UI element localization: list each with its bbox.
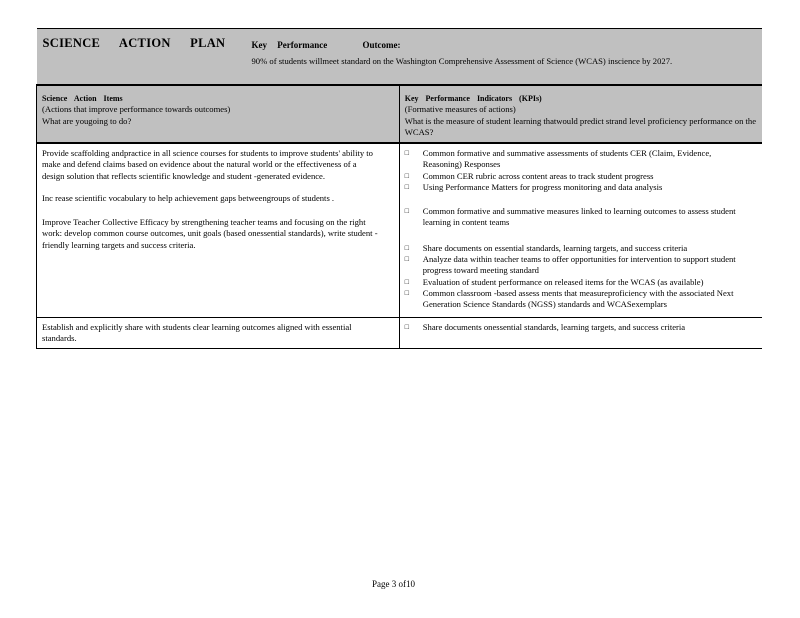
action-items-column-header <box>37 85 400 143</box>
kpi-list <box>405 206 748 229</box>
checkbox-bullet-icon: □ <box>404 207 409 216</box>
table-row <box>37 317 763 349</box>
kpi-question: What is the measure of student learning thatwould predict strand level proficiency performance on the WCAS? <box>404 115 757 137</box>
action-cell <box>37 143 400 317</box>
action-items-question: What are yougoing to do? <box>42 115 132 126</box>
action-items-heading: Science Action Items <box>42 94 123 103</box>
action-items-subheading: (Actions that improve performance towards outcomes) <box>42 104 231 115</box>
list-item: □ Common formative and summative measures linked to learning outcomes to assess student learning in content teams <box>404 206 736 228</box>
list-item: □ Common formative and summative assessments of students CER (Claim, Evidence, Reasoning) Responses <box>404 148 712 170</box>
checkbox-bullet-icon: □ <box>404 322 409 331</box>
outcome-label: Outcome: <box>362 40 401 50</box>
kpi-list <box>405 243 748 311</box>
action-item: Establish and explicitly share with students clear learning outcomes aligned with essential standards. <box>42 321 352 343</box>
checkbox-bullet-icon: □ <box>404 277 409 286</box>
list-item: □ Evaluation of student performance on released items for the WCAS (as available) <box>404 276 704 287</box>
list-item: □ Analyze data within teacher teams to offer opportunities for intervention to support student progress toward meeting standard <box>404 254 736 276</box>
list-item: □ Common classroom -based assess ments that measureproficiency with the associated Next Generation Science Standards (NGSS) standards and WCASexemplars <box>404 287 734 310</box>
action-item: Improve Teacher Collective Efficacy by strengthening teacher teams and focusing on the right work: develop common course outcomes, unit goals (based onessential standards), write student -friendly learning targets and success criteria. <box>42 217 378 250</box>
checkbox-bullet-icon: □ <box>404 288 409 297</box>
list-item: □ Common CER rubric across content areas to track student progress <box>404 170 654 181</box>
checkbox-bullet-icon: □ <box>404 171 409 180</box>
kpi-cell <box>399 143 762 317</box>
plan-header <box>37 29 763 86</box>
checkbox-bullet-icon: □ <box>404 255 409 264</box>
checkbox-bullet-icon: □ <box>404 243 409 252</box>
kpi-column-header <box>399 85 762 143</box>
page-number: Page 3 of10 <box>372 579 415 589</box>
kpi-list <box>405 148 748 193</box>
list-item: □ Using Performance Matters for progress monitoring and data analysis <box>404 181 663 192</box>
kpi-cell <box>399 317 762 349</box>
checkbox-bullet-icon: □ <box>404 182 409 191</box>
list-item: □ Share documents onessential standards, learning targets, and success criteria <box>404 321 686 332</box>
kpi-heading: Key Performance Indicators (KPIs) <box>404 94 542 103</box>
table-row <box>37 143 763 317</box>
action-plan-table <box>36 28 762 349</box>
checkbox-bullet-icon: □ <box>404 149 409 157</box>
page-title: SCIENCE ACTION PLAN <box>42 36 226 50</box>
outcome-text: 90% of students willmeet standard on the Washington Comprehensive Assessment of Science (WCAS) inscience by 2027. <box>251 56 673 66</box>
action-item: Inc rease scientific vocabulary to help achievement gaps betweengroups of students . <box>42 192 335 203</box>
list-item: □ Share documents on essential standards, learning targets, and success criteria <box>404 242 688 253</box>
kpi-list <box>405 322 748 333</box>
action-cell <box>37 317 400 349</box>
kpi-subheading: (Formative measures of actions) <box>404 104 516 115</box>
action-item: Provide scaffolding andpractice in all science courses for students to improve students' ability to make and defend claims based on evidence about the natural world or the effectiveness of a design solution that reflects scientific knowledge and student -generated evidence. <box>42 148 373 181</box>
key-performance-label: Key Performance <box>251 40 328 50</box>
